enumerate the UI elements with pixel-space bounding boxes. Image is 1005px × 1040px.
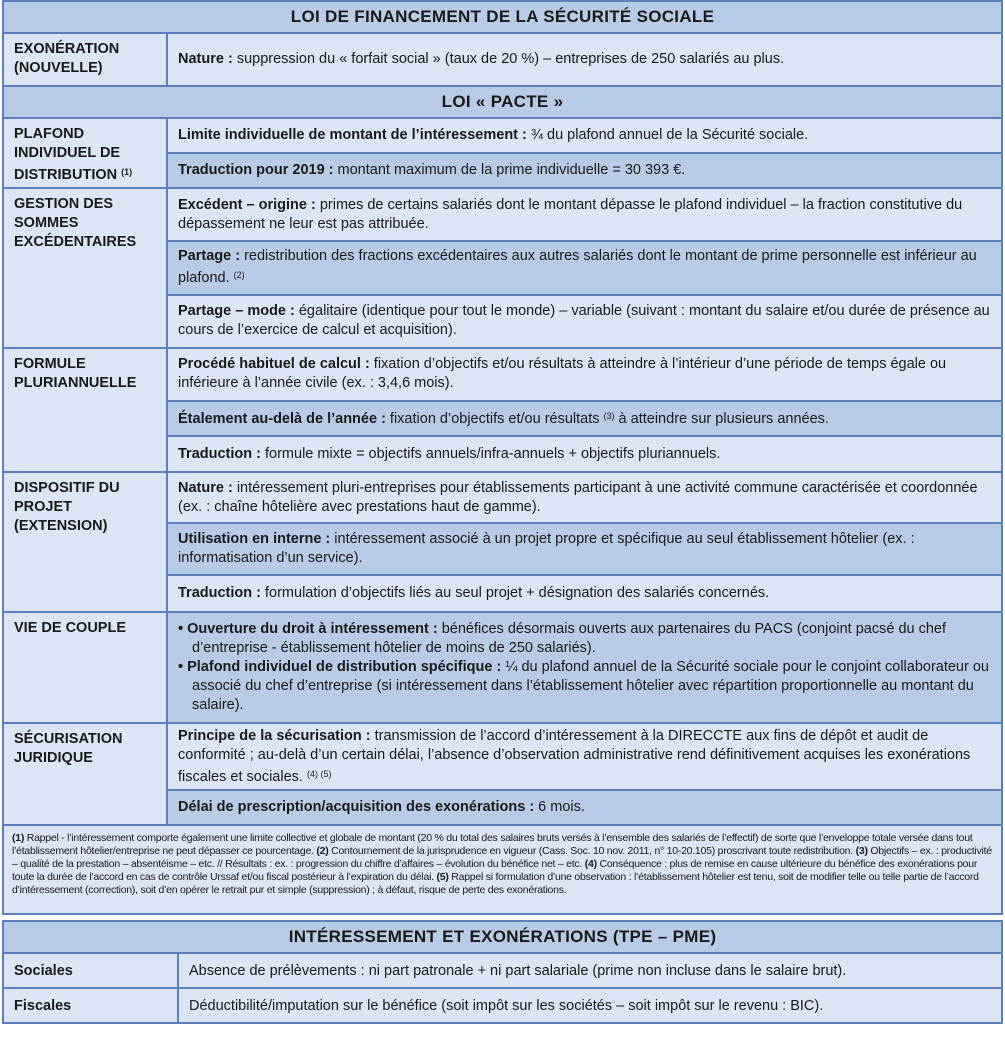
row-label: VIE DE COUPLE (4, 613, 168, 722)
table-row (4, 987, 1001, 1022)
row-content: Traduction : formule mixte = objectifs annuels/infra-annuels + objectifs pluriannuels. (168, 435, 1001, 471)
row-content: Excédent – origine : primes de certains salariés dont le montant dépasse le plafond individuel – la fraction constitutive du dépassement ne leur est pas attribuée. (168, 189, 1001, 240)
row-content: Partage : redistribution des fractions excédentaires aux autres salariés dont le montant de prime personnelle est inférieur au plafond. $^{(2)}$ (168, 240, 1001, 293)
row-exoneration (4, 32, 1001, 85)
row-content: Délai de prescription/acquisition des exonérations : 6 mois. (168, 789, 1001, 824)
table-row (4, 952, 1001, 987)
row-content: Nature : suppression du « forfait social » (taux de 20 %) – entreprises de 250 salariés au plus. (168, 34, 1001, 85)
row-label: EXONÉRATION (NOUVELLE) (4, 34, 168, 85)
row-content: Utilisation en interne : intéressement associé à un projet propre et spécifique au seul établissement hôtelier (ex. : informatisation d’un service). (168, 522, 1001, 573)
row-plafond (4, 117, 1001, 187)
row-label: Fiscales (4, 989, 179, 1022)
row-formule (4, 347, 1001, 471)
section-title-tpe-pme: INTÉRESSEMENT ET EXONÉRATIONS (TPE – PME) (4, 922, 1001, 952)
tpe-pme-table (2, 920, 1003, 1024)
row-content: Étalement au-delà de l’année : fixation d’objectifs et/ou résultats $^{(3)}$ à atteindre sur plusieurs années. (168, 400, 1001, 436)
row-label: SÉCURISATION JURIDIQUE (4, 724, 168, 824)
section-title-pacte: LOI « PACTE » (4, 85, 1001, 117)
footnotes: (1) Rappel - l’intéressement comporte également une limite collective et globale de montant (20 % du total des salaires bruts versés à l’ensemble des salariés de l’effectif) de sorte que l’enveloppe totale versée dans tout l’établissement hôtelier/entreprise ne peut dépasser ce pourcentage. (2) Contournement de la jurisprudence en vigueur (Cass. Soc. 10 nov. 2011, n° 10-20.105) proscrivant toute redistribution. (3) Objectifs – ex. : productivité – qualité de la prestation – absentéisme – etc. // Résultats : ex. : progression du chiffre d’affaires – évolution du bénéfice net – etc. (4) Conséquence : plus de remise en cause ultérieure du bénéfice des exonérations pour toute la durée de l’accord en cas de contrôle Urssaf et/ou fiscal postérieur à l’expiration du délai. (5) Rappel si formulation d’une observation : l’établissement hôtelier est tenu, soit de modifier telle ou telle partie de l’accord d’intéressement (correction), soit d’en opérer le retrait pur et simple (suppression) ; à défaut, risque de perte des exonérations. (4, 824, 1001, 913)
row-content: Principe de la sécurisation : transmission de l’accord d’intéressement à la DIRECCTE aux fins de dépôt et audit de conformité ; au-delà d’un certain délai, l’absence d’observation administrative rend définitivement acquises les exonérations fiscales et sociales. $^{(4) (5)}$ (168, 724, 1001, 789)
row-label: Sociales (4, 954, 179, 987)
row-content: Procédé habituel de calcul : fixation d’objectifs et/ou résultats à atteindre à l’intérieur d’une période de temps égale ou inférieure à l’année civile (ex. : 3,4,6 mois). (168, 349, 1001, 400)
row-content: Traduction pour 2019 : montant maximum de la prime individuelle = 30 393 €. (168, 152, 1001, 187)
row-content: Déductibilité/imputation sur le bénéfice (soit impôt sur les sociétés – soit impôt sur le revenu : BIC). (179, 989, 1001, 1022)
row-gestion (4, 187, 1001, 347)
list-item: • Ouverture du droit à intéressement : bénéfices désormais ouverts aux partenaires du PACS (conjoint pacsé du chef d’entreprise - établissement hôtelier de moins de 250 salariés). (178, 621, 947, 656)
row-label: PLAFOND INDIVIDUEL DE DISTRIBUTION $^{(1)}$ (4, 119, 168, 187)
row-content (168, 613, 1001, 722)
row-dispositif (4, 471, 1001, 611)
row-content: Nature : intéressement pluri-entreprises pour établissements participant à une activité commune caractérisée et coordonnée (ex. : chaîne hôtelière avec prestations haut de gamme). (168, 473, 1001, 522)
row-content: Traduction : formulation d’objectifs liés au seul projet + désignation des salariés concernés. (168, 574, 1001, 611)
row-securisation (4, 722, 1001, 824)
row-label: GESTION DES SOMMES EXCÉDENTAIRES (4, 189, 168, 347)
document (2, 0, 1003, 1024)
row-content: Limite individuelle de montant de l’intéressement : ¾ du plafond annuel de la Sécurité sociale. (168, 119, 1001, 152)
row-label: DISPOSITIF DU PROJET (EXTENSION) (4, 473, 168, 611)
row-content: Partage – mode : égalitaire (identique pour tout le monde) – variable (suivant : montant du salaire et/ou durée de présence au cours de l’exercice de calcul et acquisition). (168, 294, 1001, 347)
row-content: Absence de prélèvements : ni part patronale + ni part salariale (prime non incluse dans le salaire brut). (179, 954, 1001, 987)
row-label: FORMULE PLURIANNUELLE (4, 349, 168, 471)
section-title-lfss: LOI DE FINANCEMENT DE LA SÉCURITÉ SOCIALE (4, 2, 1001, 32)
list-item: • Plafond individuel de distribution spécifique : ¼ du plafond annuel de la Sécurité sociale pour le conjoint collaborateur ou associé du chef d’entreprise (si intéressement dans l’établissement hôtelier avec répartition proportionnelle au montant du salaire). (178, 659, 989, 713)
row-couple (4, 611, 1001, 722)
main-table (2, 0, 1003, 915)
